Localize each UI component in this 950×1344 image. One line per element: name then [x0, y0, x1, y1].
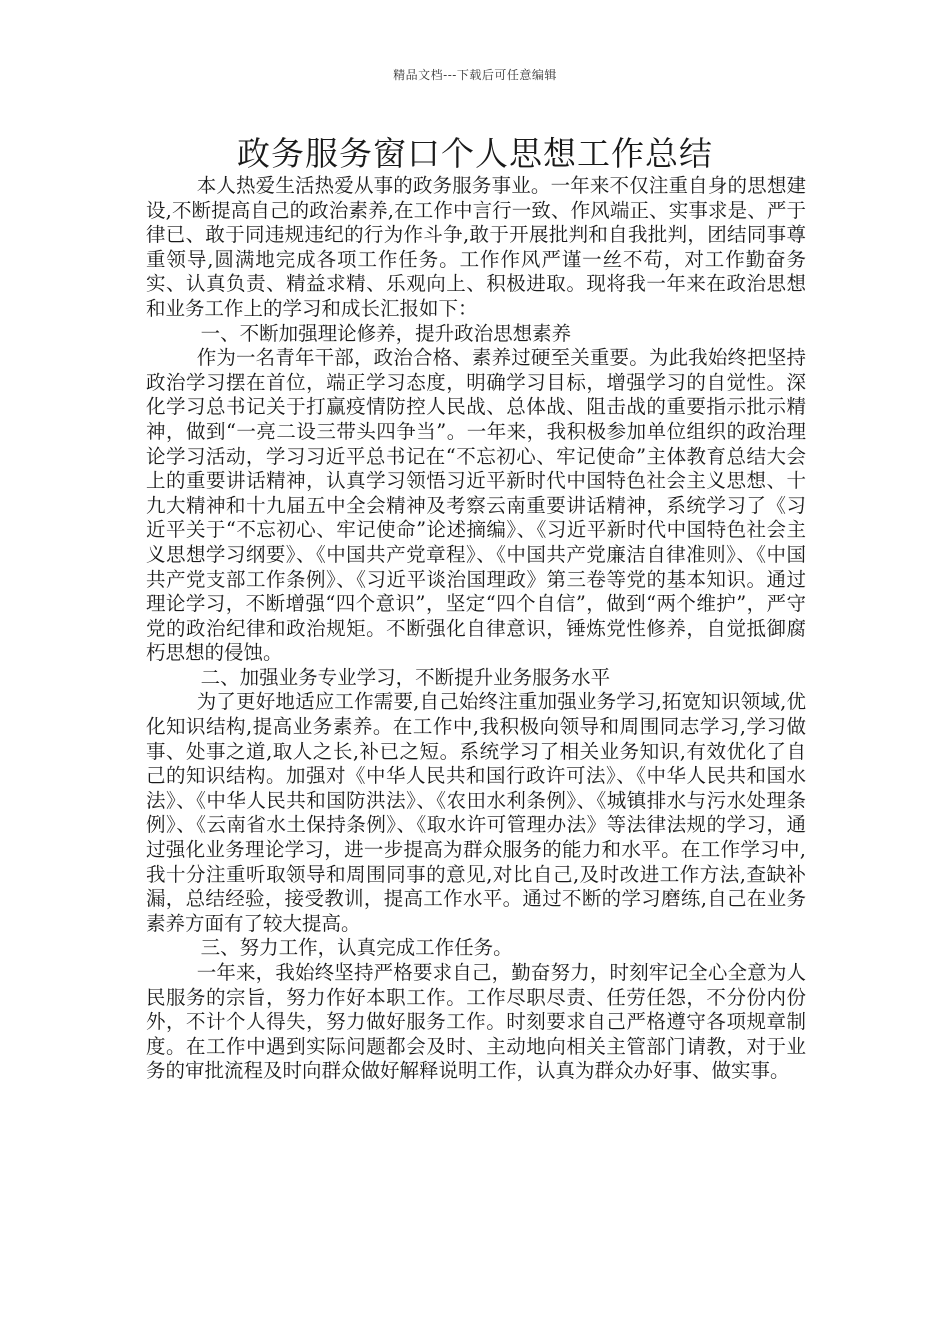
section-3-paragraph: 一年来，我始终坚持严格要求自己，勤奋努力，时刻牢记全心全意为人民服务的宗旨，努力作好本职工作。工作尽职尽责、任劳任怨，不分份内份外，不计个人得失，努力做好服务工作。时刻要求自己严格遵守各项规章制度。在工作中遇到实际问题都会及时、主动地向相关主管部门请教，对于业务的审批流程及时向群众做好解释说明工作，认真为群众办好事、做实事。 — [146, 961, 806, 1083]
section-heading-2: 二、加强业务专业学习，不断提升业务服务水平 — [200, 665, 611, 689]
section-2-paragraph: 为了更好地适应工作需要,自己始终注重加强业务学习,拓宽知识领域,优化知识结构,提高业务素养。在工作中,我积极向领导和周围同志学习,学习做事、处事之道,取人之长,补已之短。系统学习了相关业务知识,有效优化了自己的知识结构。加强对《中华人民共和国行政许可法》、《中华人民共和国水法》、《中华人民共和国防洪法》、《农田水利条例》、《城镇排水与污水处理条例》、《云南省水土保持条例》、《取水许可管理办法》等法律法规的学习，通过强化业务理论学习，进一步提高为群众服务的能力和水平。在工作学习中,我十分注重听取领导和周围同事的意见,对比自己,及时改进工作方法,查缺补漏，总结经验，接受教训，提高工作水平。通过不断的学习磨练,自己在业务素养方面有了较大提高。 — [146, 690, 806, 935]
header-note: 精品文档---下载后可任意编辑 — [393, 68, 557, 82]
intro-paragraph: 本人热爱生活热爱从事的政务服务事业。一年来不仅注重自身的思想建设,不断提高自己的政治素养,在工作中言行一致、作风端正、实事求是、严于律已、敢于同违规违纪的行为作斗争,敢于开展批判和自我批判，团结同事尊重领导,圆满地完成各项工作任务。工作作风严谨一丝不苟，对工作勤奋务实、认真负责、精益求精、乐观向上、积极进取。现将我一年来在政治思想和业务工作上的学习和成长汇报如下： — [146, 174, 806, 320]
section-heading-3: 三、努力工作，认真完成工作任务。 — [200, 936, 513, 960]
section-heading-1: 一、不断加强理论修养，提升政治思想素养 — [200, 321, 572, 345]
document-body — [146, 174, 806, 1084]
section-1-paragraph: 作为一名青年干部，政治合格、素养过硬至关重要。为此我始终把坚持政治学习摆在首位，端正学习态度，明确学习目标，增强学习的自觉性。深化学习总书记关于打赢疫情防控人民战、总体战、阻击战的重要指示批示精神，做到“一亮二设三带头四争当”。一年来，我积极参加单位组织的政治理论学习活动，学习习近平总书记在“不忘初心、牢记使命”主体教育总结大会上的重要讲话精神，认真学习领悟习近平新时代中国特色社会主义思想、十九大精神和十九届五中全会精神及考察云南重要讲话精神，系统学习了《习近平关于“不忘初心、牢记使命”论述摘编》、《习近平新时代中国特色社会主义思想学习纲要》、《中国共产党章程》、《中国共产党廉洁自律准则》、《中国共产党支部工作条例》、《习近平谈治国理政》第三卷等党的基本知识。通过理论学习，不断增强“四个意识”，坚定“四个自信”，做到“两个维护”，严守党的政治纪律和政治规矩。不断强化自律意识，锤炼党性修养，自觉抵御腐朽思想的侵蚀。 — [146, 346, 806, 665]
document-title: 政务服务窗口个人思想工作总结 — [237, 134, 713, 173]
